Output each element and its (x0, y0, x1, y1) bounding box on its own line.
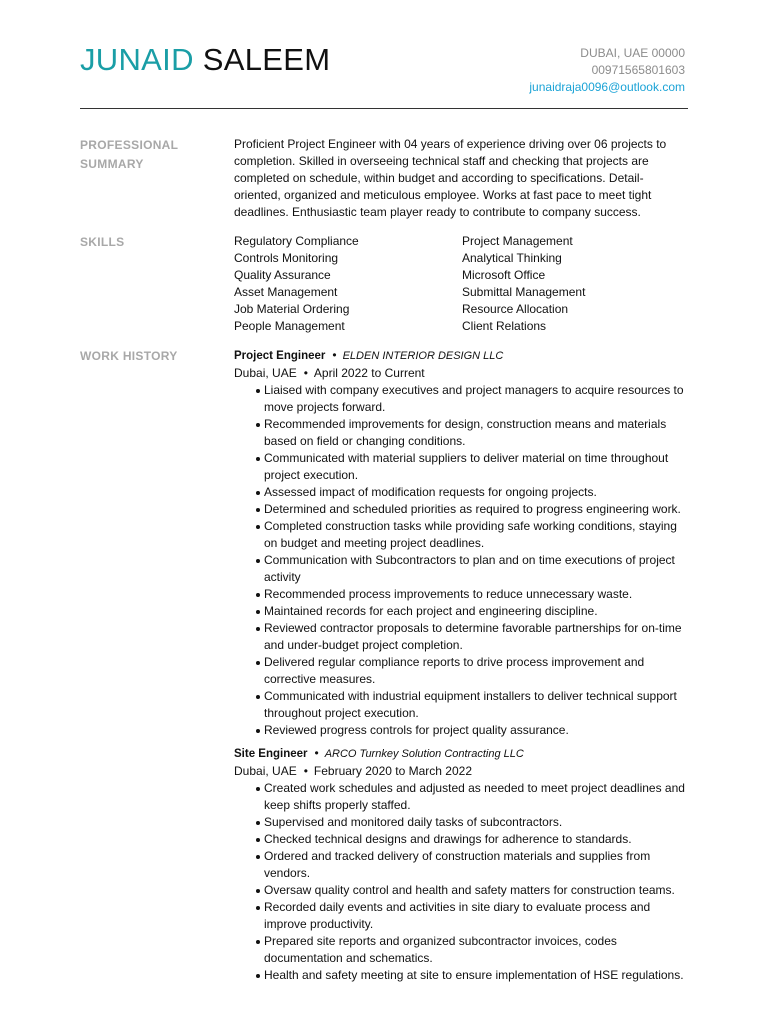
job-location: Dubai, UAE (234, 366, 297, 380)
skill-item: Submittal Management (462, 285, 586, 299)
duty-item: Checked technical designs and drawings for adherence to standards. (234, 831, 690, 848)
skill-item: Regulatory Compliance (234, 234, 359, 248)
job-header (234, 745, 690, 763)
bullet-separator: • (332, 348, 337, 362)
contact-email-link[interactable]: junaidraja0096@outlook.com (529, 80, 685, 94)
skill-item: Client Relations (462, 319, 547, 333)
duty-list (234, 382, 690, 739)
company-name: ARCO Turnkey Solution Contracting LLC (324, 748, 524, 760)
duty-item: Health and safety meeting at site to ensure implementation of HSE regulations. (234, 967, 690, 984)
skill-item: Microsoft Office (462, 268, 546, 282)
job-dates: February 2020 to March 2022 (313, 764, 472, 778)
duty-item: Ordered and tracked delivery of construction materials and supplies from vendors. (234, 848, 690, 882)
bullet-separator: • (303, 764, 308, 778)
job-title: Project Engineer (234, 350, 326, 362)
duty-item: Maintained records for each project and engineering discipline. (234, 603, 690, 620)
section-label-line: SUMMARY (80, 157, 144, 171)
duty-item: Recommended improvements for design, construction means and materials based on field or changing conditions. (234, 416, 690, 450)
duty-item: Reviewed contractor proposals to determine favorable partnerships for on-time and under-budget project completion. (234, 620, 690, 654)
duty-item: Communication with Subcontractors to plan and on time executions of project activity (234, 552, 690, 586)
candidate-name (80, 40, 330, 80)
skills-list (234, 233, 690, 335)
duty-item: Prepared site reports and organized subcontractor invoices, codes documentation and schematics. (234, 933, 690, 967)
duty-item: Delivered regular compliance reports to drive process improvement and corrective measures. (234, 654, 690, 688)
job-meta (234, 763, 690, 780)
summary-text: Proficient Project Engineer with 04 years of experience driving over 06 projects to completion. Skilled in overseeing technical staff and checking that projects are completed on schedule, within budget and according to specifications. Detail-oriented, organized and meticulous employee. Works at fast pace to meet tight deadlines. Enthusiastic team player ready to contribute to company success. (234, 137, 667, 219)
last-name: SALEEM (202, 42, 331, 77)
job-entry (234, 745, 690, 984)
skill-item: Analytical Thinking (462, 251, 562, 265)
bullet-separator: • (314, 746, 319, 760)
first-name: JUNAID (80, 42, 194, 77)
skill-item: Project Management (462, 234, 573, 248)
job-location: Dubai, UAE (234, 764, 297, 778)
skills-column-left (234, 233, 462, 335)
duty-item: Communicated with industrial equipment installers to deliver technical support throughout project execution. (234, 688, 690, 722)
skill-item: Asset Management (234, 285, 338, 299)
skill-item: People Management (234, 319, 345, 333)
contact-location: DUBAI, UAE 00000 (580, 46, 685, 60)
job-meta (234, 365, 690, 382)
work-history-list (234, 347, 690, 984)
duty-item: Supervised and monitored daily tasks of subcontractors. (234, 814, 690, 831)
skill-item: Resource Allocation (462, 302, 569, 316)
contact-block (529, 45, 685, 96)
duty-list (234, 780, 690, 984)
contact-phone: 00971565801603 (591, 63, 685, 77)
bullet-separator: • (303, 366, 308, 380)
duty-item: Recommended process improvements to reduce unnecessary waste. (234, 586, 690, 603)
skill-item: Controls Monitoring (234, 251, 339, 265)
section-label-line: PROFESSIONAL (80, 138, 179, 152)
company-name: ELDEN INTERIOR DESIGN LLC (342, 350, 504, 362)
job-title: Site Engineer (234, 748, 308, 760)
duty-item: Assessed impact of modification requests for ongoing projects. (234, 484, 690, 501)
skills-column-right (462, 233, 690, 335)
duty-item: Completed construction tasks while providing safe working conditions, staying on budget and meeting project deadlines. (234, 518, 690, 552)
resume-header (0, 0, 768, 110)
header-divider (80, 108, 688, 109)
duty-item: Determined and scheduled priorities as required to progress engineering work. (234, 501, 690, 518)
job-header (234, 347, 690, 365)
section-label-skills: SKILLS (80, 235, 125, 249)
duty-item: Oversaw quality control and health and safety matters for construction teams. (234, 882, 690, 899)
skill-item: Job Material Ordering (234, 302, 350, 316)
duty-item: Recorded daily events and activities in site diary to evaluate process and improve productivity. (234, 899, 690, 933)
section-label-summary (80, 136, 200, 174)
duty-item: Created work schedules and adjusted as needed to meet project deadlines and keep shifts properly staffed. (234, 780, 690, 814)
section-label-work-history: WORK HISTORY (80, 349, 178, 363)
skill-item: Quality Assurance (234, 268, 331, 282)
duty-item: Reviewed progress controls for project quality assurance. (234, 722, 690, 739)
job-entry (234, 347, 690, 739)
duty-item: Communicated with material suppliers to deliver material on time throughout project execution. (234, 450, 690, 484)
duty-item: Liaised with company executives and project managers to acquire resources to move projects forward. (234, 382, 690, 416)
job-dates: April 2022 to Current (313, 366, 425, 380)
